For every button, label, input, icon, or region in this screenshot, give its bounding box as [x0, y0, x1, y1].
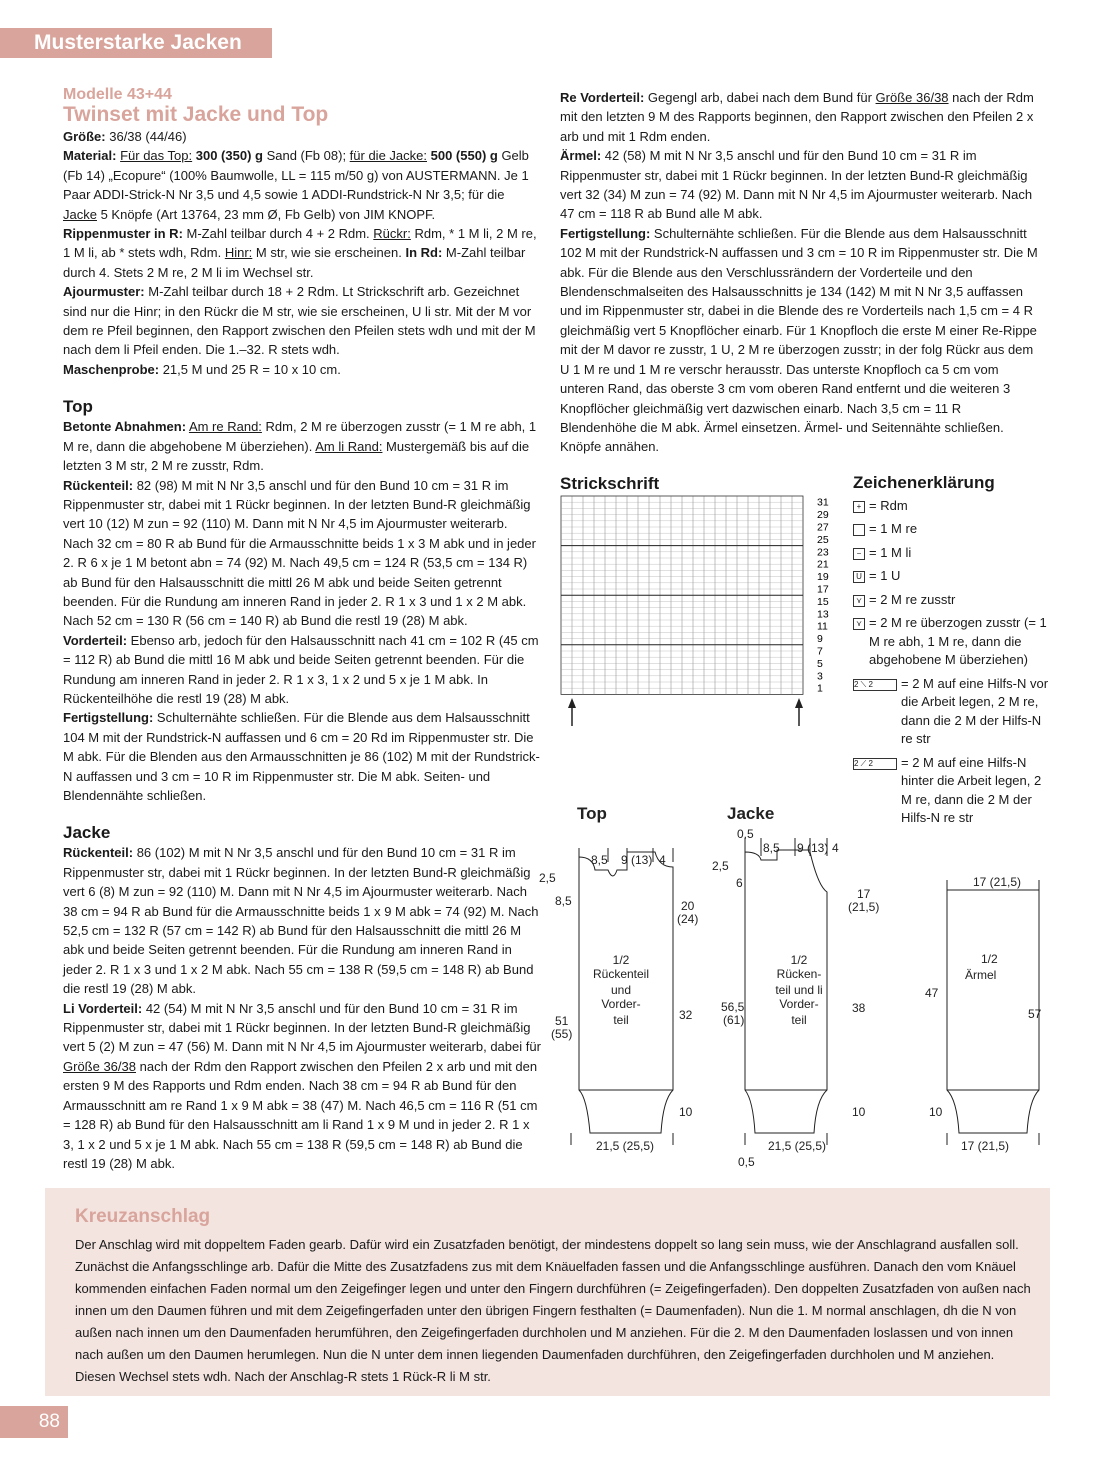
- top-back: Rückenteil: 82 (98) M mit N Nr 3,5 anschl und für den Bund 10 cm = 31 R im Rippenmuster str, dabei mit 1 Rückr beginnen. In der letzten Bund-R gleichmäßig vert 10 (12) M zun = 92 (110) M. Dann mit N Nr 4,5 im Ajourmuster weiterarb. Nach 32 cm = 80 R ab Bund für die Armausschnitte beids 1 x 3 M abk und in jeder 2. R 6 x je 1 M betont abn = 74 (92) M. Nach 49,5 cm = 124 R (53,5 cm = 134 R) ab Bund für den Halsausschnitt die mittl 26 M abk und beide Seiten getrennt beenden. Für die Rundung am inneren Rand in jeder 2. R 1 x 3 und 1 x 2 M abk. Nach 52 cm = 130 R (56 cm = 140 R) ab Bund die restl 19 (28) M abk.: [63, 477, 536, 629]
- schematic-label: (55): [551, 1027, 573, 1041]
- gauge-paragraph: Maschenprobe: 21,5 M und 25 R = 10 x 10 cm.: [63, 361, 341, 377]
- top-front: Vorderteil: Ebenso arb, jedoch für den Halsausschnitt nach 41 cm = 102 R (45 cm = 112 R) ab Bund die mittl 16 M abk und beide Seiten getrennt beenden. Für die Rundung am inneren Rand in jeder 2. R 1 x 3, 1 x 2 und 5 x je 1 M abk. In Rückenteilhöhe die restl 19 (28) M abk.: [63, 632, 539, 706]
- schematic-label: (21,5): [848, 900, 880, 914]
- schematic-label: 47: [925, 986, 939, 1000]
- chart-row-number: 13: [817, 608, 829, 621]
- schematic-label: 32: [679, 1008, 693, 1022]
- size-paragraph: Größe: 36/38 (44/46): [63, 129, 187, 144]
- legend-item: 2 ⟍ 2 = 2 M auf eine Hilfs-N vor die Arbeit legen, 2 M re, dann die 2 M der Hilfs-N re str: [854, 675, 1049, 746]
- knitting-chart-title: Strickschrift: [560, 474, 660, 493]
- schematic-label: (24): [677, 912, 699, 926]
- purl-stitch-icon: −: [853, 548, 865, 560]
- chart-row-number: 7: [817, 645, 823, 658]
- knitting-chart: [560, 494, 829, 734]
- schematic-label: Vorder-: [779, 997, 819, 1011]
- chart-row-number: 9: [817, 633, 823, 646]
- schematic-label: 0,5: [737, 827, 754, 841]
- schematic-label: und: [610, 983, 632, 997]
- chart-row-number: 25: [817, 533, 829, 546]
- schematic-label: 17: [857, 887, 871, 901]
- material-paragraph: Material: Für das Top: 300 (350) g Sand (Fb 08); für die Jacke: 500 (550) g Gelb (Fb 14) „Ecopure“ (100% Baumwolle, LL = 115 m/50 g) von AUSTERMANN. Je 1 Paar ADDI-Strick-N Nr 3,5 und 4,5 sowie 1 ADDI-Rundstrick-N Nr 3,5; für die Jacke 5 Knöpfe (Art 13764, 23 mm Ø, Fb Gelb) von JIM KNOPF.: [63, 148, 529, 222]
- legend-item: U = 1 U: [853, 567, 1053, 586]
- chart-row-number: 31: [817, 496, 829, 509]
- jacket-back: Rückenteil: 86 (102) M mit N Nr 3,5 anschl und für den Bund 10 cm = 31 R im Rippenmuster str, dabei mit 1 Rückr beginnen. In der letzten Bund-R gleichmäßig vert 6 (8) M zun = 92 (110) M. Dann mit N Nr 4,5 im Ajourmuster weiterarb. Nach 38 cm = 94 R ab Bund für die Armausschnitte beids 1 x 9 M abk = 74 (92) M. Nach 52,5 cm = 132 R (57 cm = 142 R) ab Bund für den Halsausschnitt die mittl 26 M abk und beide Seiten getrennt beenden. Für die Rundung am inneren Rand in jeder 2. R 1 x 3 und 1 x 2 M abk. Nach 55 cm = 138 R (59,5 cm = 148 R) ab Bund die restl 19 (28) M abk.: [63, 845, 539, 997]
- top-decreases: Betonte Abnahmen: Am re Rand: Rdm, 2 M re überzogen zusstr (= 1 M re abh, 1 M re, dann die abgehobene M überziehen). Am li Rand: Mustergemäß bis auf die letzten 3 M str, 2 M re zusstr, Rdm.: [63, 419, 537, 474]
- schematic-label: 9 (13): [621, 853, 653, 867]
- info-box: [45, 1188, 1050, 1396]
- legend-item: − = 1 M li: [853, 544, 1053, 563]
- chart-row-number: 17: [817, 583, 829, 596]
- model-title: Twinset mit Jacke und Top: [63, 103, 329, 126]
- chart-row-number: 23: [817, 546, 829, 559]
- jacket-right-front: Re Vorderteil: Gegengl arb, dabei nach dem Bund für Größe 36/38 nach der Rdm mit den letzten 9 M des Rapports beginnen, den Rapport zwischen den Pfeilen 2 x arb und mit 1 Rdm enden.: [560, 90, 1034, 144]
- legend-item: = 1 M re: [853, 520, 1053, 539]
- schematic-label: 38: [852, 1001, 866, 1015]
- schematic-label: teil und li: [775, 983, 823, 997]
- chart-row-number: 19: [817, 571, 829, 584]
- jacket-left-front: Li Vorderteil: 42 (54) M mit N Nr 3,5 anschl und für den Bund 10 cm = 31 R im Rippenmuster str, dabei mit 1 Rückr beginnen. In der letzten Bund-R gleichmäßig vert 5 (2) M zun = 47 (56) M. Dann mit N Nr 4,5 im Ajourmuster weiterarb, dabei für Größe 36/38 nach der Rdm den Rapport zwischen den Pfeilen 2 x arb und mit den ersten 9 M des Rapports und Rdm enden. Nach 38 cm = 94 R ab Bund für den Armausschnitt am re Rand 1 x 9 M abk = 38 (47) M. Nach 46,5 cm = 116 R (51 cm = 128 R) ab Bund für den Halsausschnitt am li Rand 1 x 9 M und in jeder 2. R 1 x 3, 1 x 2 und 5 x je 1 M abk. Nach 55 cm = 138 R (59,5 cm = 148 R) ab Bund die restl 19 (28) M abk.: [63, 1000, 541, 1171]
- schematic-label: 10: [852, 1105, 866, 1119]
- schematic-label: 9 (13): [797, 841, 829, 855]
- schematic-label: 8,5: [763, 841, 780, 855]
- schematic-label: Rückenteil: [592, 967, 650, 981]
- schematic-label: teil: [791, 1013, 807, 1027]
- jacket-heading: Jacke: [63, 823, 111, 843]
- schematic-top-title: Top: [577, 804, 607, 823]
- schematic-label: 10: [929, 1105, 943, 1119]
- schematic-label: 21,5 (25,5): [767, 1139, 827, 1153]
- schematic-label: teil: [613, 1013, 629, 1027]
- schematic-label: 51: [555, 1014, 569, 1028]
- right-column: [560, 88, 1040, 457]
- schematic-label: Rücken-: [776, 967, 822, 981]
- repeat-arrow-right: [795, 698, 803, 726]
- yarn-over-icon: U: [853, 571, 865, 583]
- knitting-chart-grid: [561, 496, 803, 694]
- schematic-label: 4: [659, 853, 666, 867]
- schematic-label: 8,5: [555, 894, 572, 908]
- chart-row-number: 15: [817, 595, 829, 608]
- ajour-paragraph: Ajourmuster: M-Zahl teilbar durch 18 + 2 Rdm. Lt Strickschrift arb. Gezeichnet sind nur die Hinr; in den Rückr die M str, wie sie erscheinen, U li str. Mit der M vor dem re Pfeil beginnen, den Rapport zwischen den Pfeilen stets wdh und mit der M nach dem li Pfeil enden. Die 1.–32. R stets wdh.: [63, 284, 536, 358]
- schematic-label: 57: [1028, 1007, 1042, 1021]
- chart-row-number: 21: [817, 558, 829, 571]
- top-finishing: Fertigstellung: Schulternähte schließen. Für die Blende aus dem Halsausschnitt 104 M mit der Rundstrick-N auffassen und 6 cm = 20 Rd im Rippenmuster str. Die M abk. Für die Blenden aus den Armausschnitten je 86 (102) M mit der Rundstrick-N auffassen und 3 cm = 10 R im Rippenmuster str. Die M abk. Seiten- und Blendennähte schließen.: [63, 710, 540, 803]
- schematic-label: 17 (21,5): [972, 875, 1022, 889]
- schematic-label: 6: [736, 876, 743, 890]
- schematic-label: (61): [723, 1013, 745, 1027]
- knit-stitch-icon: [853, 524, 865, 536]
- ssk-icon: ⋎: [853, 618, 865, 630]
- schematics: [535, 800, 1090, 1180]
- schematic-jacket-title: Jacke: [727, 804, 775, 823]
- legend-title: Zeichenerklärung: [853, 473, 995, 492]
- legend-item: ⋎ = 2 M re überzogen zusstr (= 1 M re abh, 1 M re, dann die abgehobene M überziehen): [853, 614, 1053, 670]
- schematic-label: 2,5: [539, 871, 556, 885]
- cable-back-icon: 2 ⟋ 2: [853, 758, 897, 770]
- model-number: Modelle 43+44: [63, 86, 172, 103]
- schematic-label: 21,5 (25,5): [595, 1139, 655, 1153]
- schematic-label: 2,5: [712, 859, 729, 873]
- info-box-body: Der Anschlag wird mit doppeltem Faden gearb. Dafür wird ein Zusatzfaden benötigt, der mindestens doppelt so lang sein muss, wie der Anschlagrand ausfallen soll. Zunächst die Anfangsschlinge arb. Dafür die Mitte des Zusatzfadens zus mit dem Knäuelfaden fassen und die Anfangsschlinge ausführen. Danach den vom Knäuel kommenden einfachen Faden normal um den Zeigefinger legen und unter den Fingern durchführen (= Zeigefingerfaden). Den doppelten Zusatzfaden von außen nach innen um den Daumen führen und mit dem Zeigefingerfaden unter den übrigen Fingern festhalten (= Daumenfaden). Nun die 1. M normal anschlagen, dh die N von außen nach innen um den Daumenfaden herumführen, den Zeigefingerfaden durchholen und M anziehen. Für die 2. M den Daumenfaden loslassen und von innen nach außen um den Daumen herumlegen. Nun die N unter dem innen liegenden Daumenfaden durchführen, den Zeigefingerfaden durchholen und M anziehen. Diesen Wechsel stets wdh. Nach der Anschlag-R stets 1 Rück-R li M str.: [75, 1237, 1031, 1384]
- jacket-sleeves: Ärmel: 42 (58) M mit N Nr 3,5 anschl und für den Bund 10 cm = 31 R im Rippenmuster str, dabei mit 1 Rückr beginnen. In der letzten Bund-R gleichmäßig vert 32 (34) M zun = 74 (92) M. Dann mit N Nr 4,5 im Ajourmuster weiterarb. Nach 47 cm = 118 R ab Bund alle M abk.: [560, 148, 1033, 222]
- page-number: 88: [0, 1406, 68, 1438]
- legend-item: 2 ⟋ 2 = 2 M auf eine Hilfs-N hinter die Arbeit legen, 2 M re, dann die 2 M der Hilfs-N re str: [854, 754, 1042, 825]
- schematic-label: 8,5: [591, 853, 608, 867]
- section-banner: Musterstarke Jacken: [0, 28, 272, 58]
- k2tog-icon: ⋎: [853, 595, 865, 607]
- schematic-label: 56,5: [721, 1000, 745, 1014]
- schematic-label: 10: [679, 1105, 693, 1119]
- chart-row-number: 3: [817, 670, 823, 683]
- legend-item: + = Rdm: [853, 497, 1053, 516]
- chart-row-number: 27: [817, 521, 829, 534]
- chart-row-number: 5: [817, 657, 823, 670]
- schematic-label: Ärmel: [965, 968, 997, 982]
- schematic-label: Vorder-: [601, 997, 641, 1011]
- left-column: [63, 86, 541, 1173]
- schematic-label: 1/2: [981, 952, 998, 966]
- edge-stitch-icon: +: [853, 501, 865, 513]
- schematic-label: 17 (21,5): [960, 1139, 1010, 1153]
- schematic-label: 4: [832, 841, 839, 855]
- chart-row-number: 29: [817, 509, 829, 522]
- legend-item: ⋎ = 2 M re zusstr: [853, 591, 1053, 610]
- schematic-label: 20: [681, 899, 695, 913]
- sleeve-outline: [947, 890, 1039, 1133]
- cable-front-icon: 2 ⟍ 2: [853, 679, 897, 691]
- schematic-label: 0,5: [738, 1155, 755, 1169]
- knitting-chart-row-numbers: [817, 497, 829, 695]
- top-heading: Top: [63, 397, 93, 417]
- chart-row-number: 11: [817, 620, 828, 633]
- schematic-label: 1/2: [790, 953, 808, 967]
- legend: [853, 474, 1053, 828]
- info-box-title: Kreuzanschlag: [75, 1206, 211, 1227]
- chart-row-number: 1: [817, 682, 823, 695]
- rib-pattern-paragraph: Rippenmuster in R: M-Zahl teilbar durch 4 + 2 Rdm. Rückr: Rdm, * 1 M li, 2 M re, 1 M li, ab * stets wdh, Rdm. Hinr: M str, wie sie erscheinen. In Rd: M-Zahl teilbar durch 4. Stets 2 M re, 2 M li im Wechsel str.: [63, 226, 537, 280]
- jacket-finishing: Fertigstellung: Schulternähte schließen. Für die Blende aus dem Halsausschnitt 102 M mit der Rundstrick-N auffassen und 3 cm = 10 R im Rippenmuster str. Die M abk. Für die Blende aus den Verschlussrändern der Vorderteile und den Blendenschmalseiten des Halsausschnitts je 134 (142) M mit N Nr 3,5 auffassen und im Rippenmuster str, dabei in die Blende des re Vorderteils nach 1,5 cm = 4 R gleichmäßig vert 5 Knopflöcher einarb. Für 1 Knopfloch die erste M einer Re-Rippe mit der M davor re zusstr, 1 U, 2 M re überzogen zusstr; in der folg Rückr aus dem U 1 M re und 1 M re verschr herausstr. Das unterste Knopfloch ca 5 cm vom unteren Rand, das oberste 3 cm vom oberen Rand entfernt und die weiteren 3 Knopflöcher gleichmäßig vert dazwischen einarb. Nach 3,5 cm = 11 R Blendenhöhe die M abk. Ärmel einsetzen. Ärmel- und Seitennähte schließen. Knöpfe annähen.: [560, 225, 1038, 455]
- repeat-arrow-left: [568, 698, 576, 726]
- schematic-label: 1/2: [612, 953, 630, 967]
